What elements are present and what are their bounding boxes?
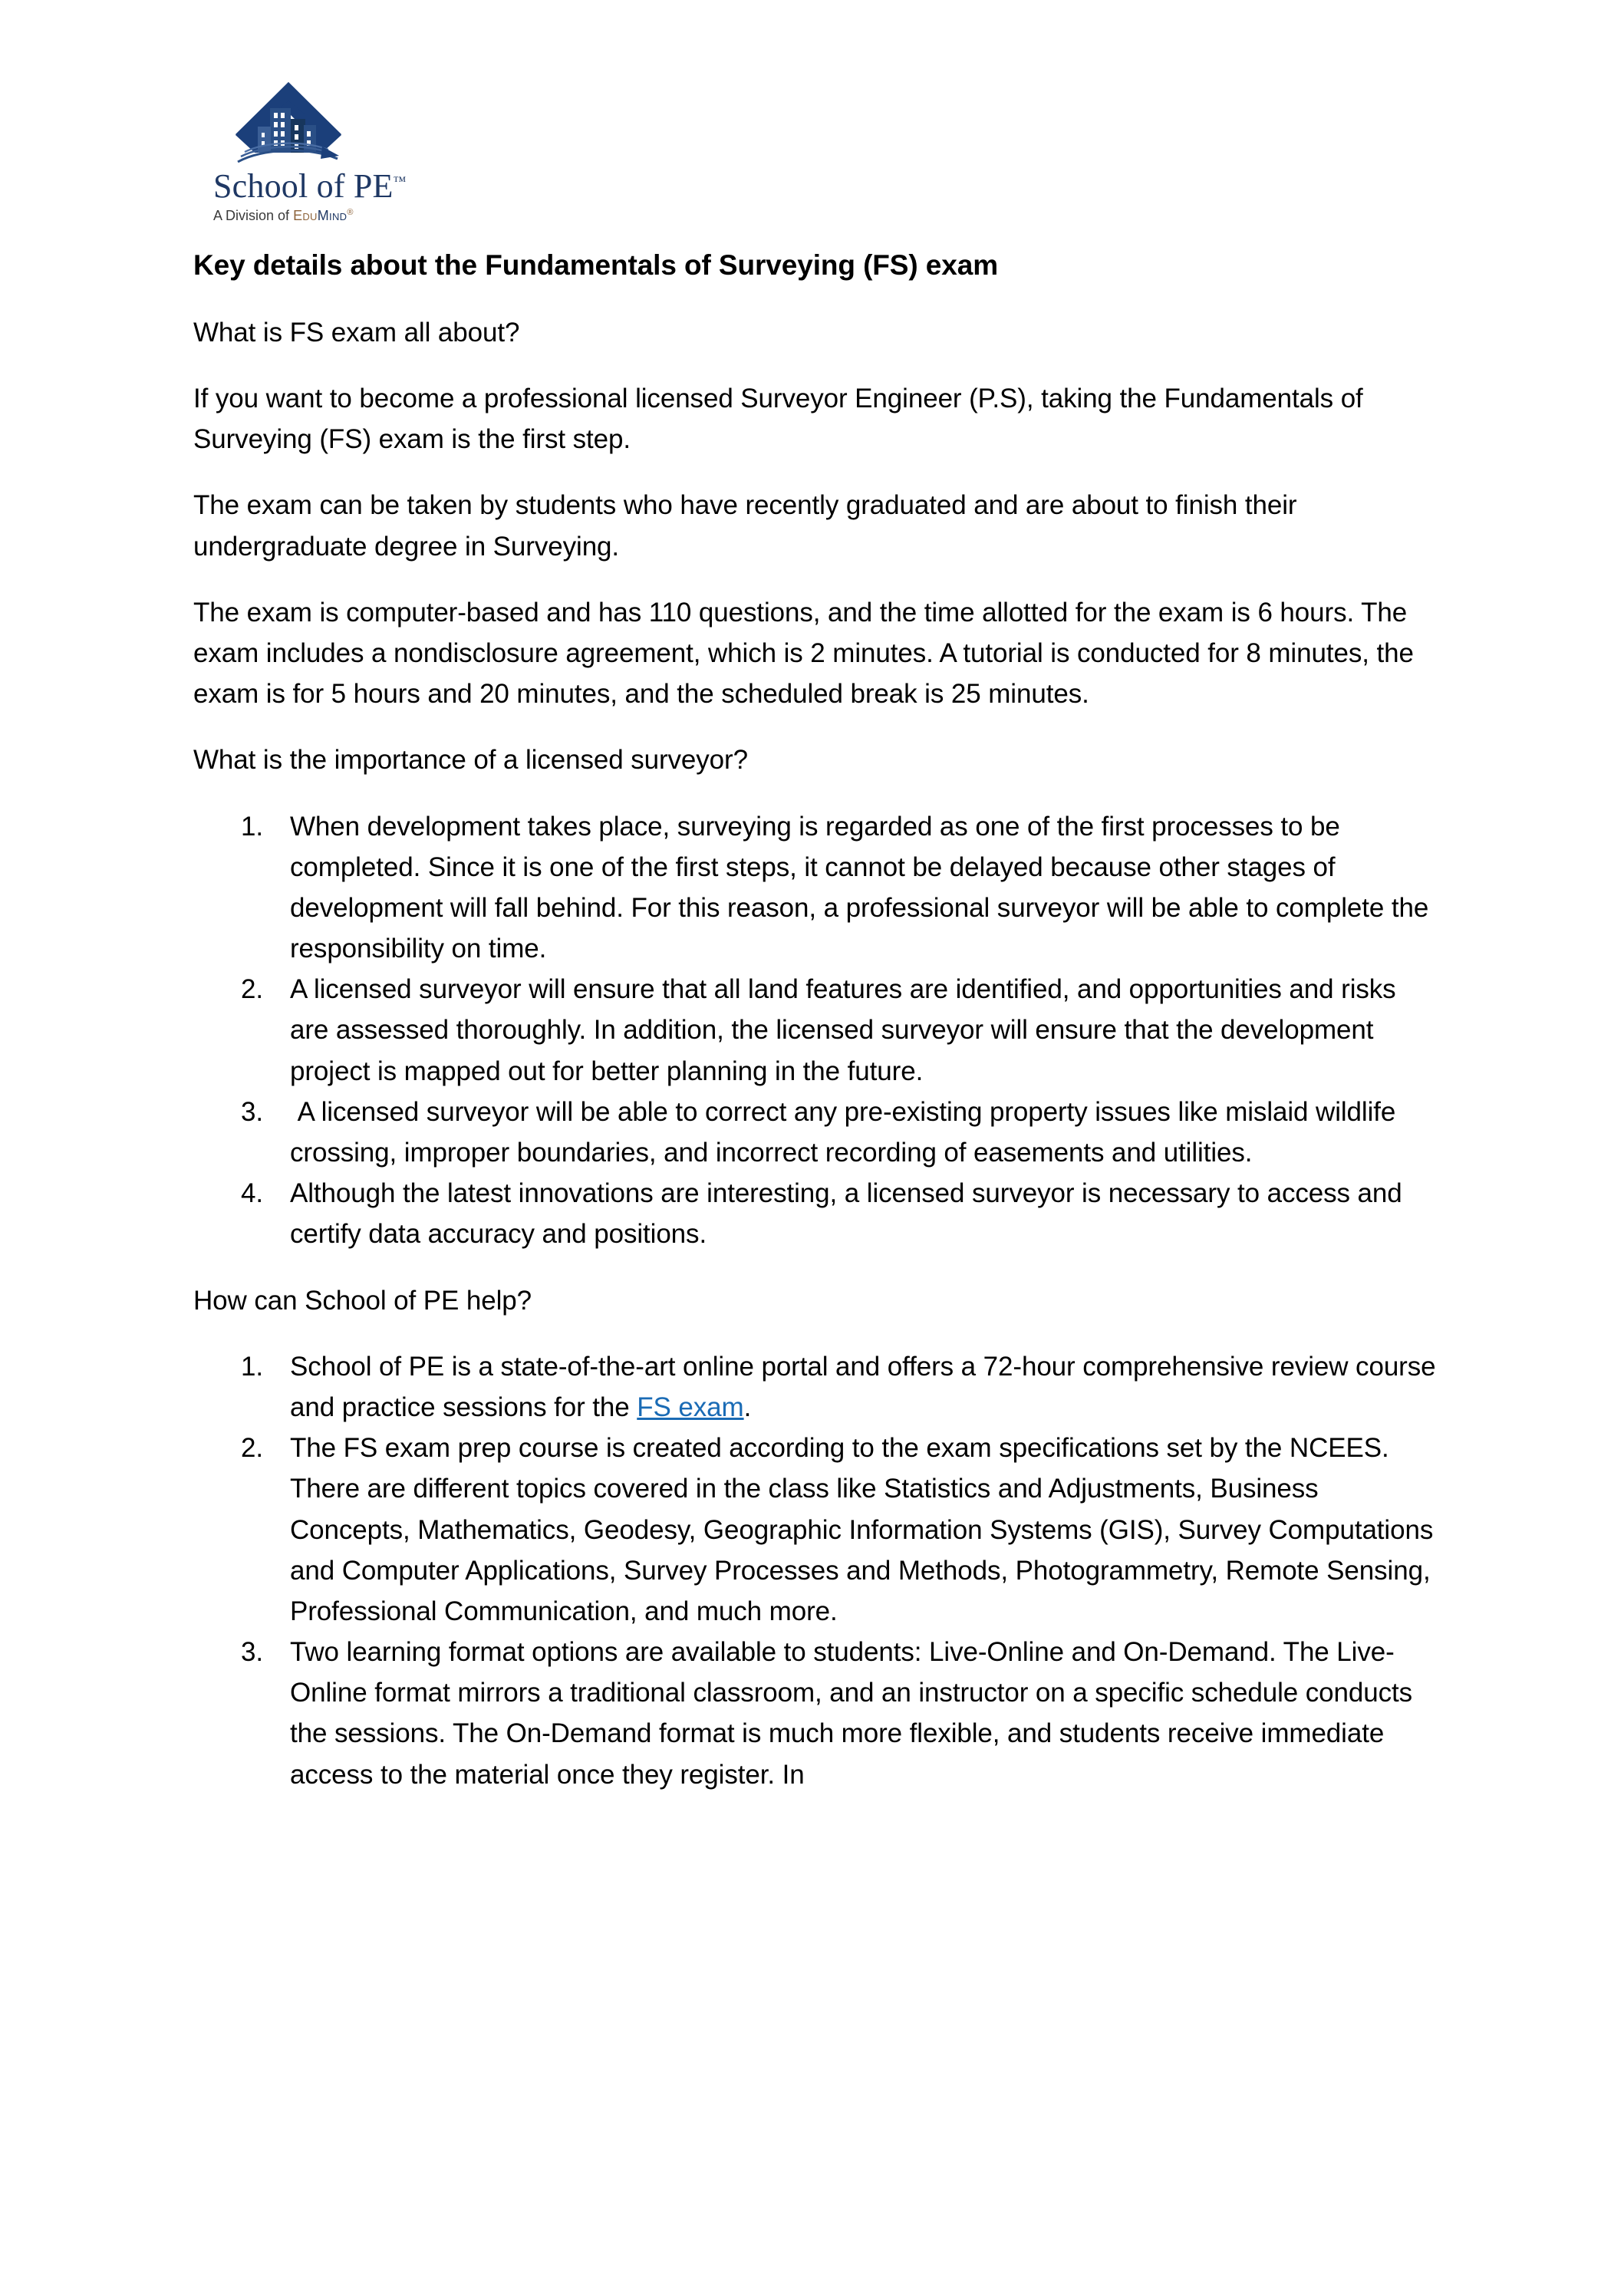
logo-tagline-prefix: A Division of	[213, 208, 290, 224]
list-item	[193, 1346, 1436, 1428]
importance-list	[193, 806, 1436, 1255]
logo-registered-symbol: ®	[347, 208, 354, 218]
document-body	[193, 247, 1436, 1820]
logo-tagline	[213, 208, 374, 224]
paragraph-what-is-fs-exam: What is FS exam all about?	[193, 317, 520, 348]
list-item-text: Two learning format options are available to students: Live-Online and On-Demand. The Live-Online format mirrors a traditional classroom, and an instructor on a specific schedule conducts the sessions. The On-Demand format is much more flexible, and students receive immediate access to the material once they register. In	[290, 1637, 1413, 1790]
list-item-text: The FS exam prep course is created according to the exam specifications set by the NCEES. There are different topics covered in the class like Statistics and Adjustments, Business Concepts, Mathematics, Geodesy, Geographic Information Systems (GIS), Survey Computations and Computer Applications, Survey Processes and Methods, Photogrammetry, Remote Sensing, Professional Communication, and much more.	[290, 1433, 1434, 1626]
list-item-text-before-link: School of PE is a state-of-the-art online portal and offers a 72-hour comprehensive review course and practice sessions for the	[290, 1351, 1436, 1422]
logo-tagline-mind: Mind	[317, 208, 348, 224]
paragraph-become-licensed: If you want to become a professional licensed Surveyor Engineer (P.S), taking the Fundamentals of Surveying (FS) exam is the first step.	[193, 384, 1363, 455]
list-item	[193, 1092, 1436, 1173]
list-item	[193, 1428, 1436, 1632]
help-list	[193, 1346, 1436, 1795]
fs-exam-link[interactable]: FS exam	[637, 1392, 744, 1422]
logo-trademark-symbol: ™	[393, 173, 407, 189]
list-item-text: Although the latest innovations are interesting, a licensed surveyor is necessary to access and certify data accuracy and positions.	[290, 1178, 1410, 1250]
list-item	[193, 806, 1436, 970]
list-item-text-after-link: .	[743, 1392, 752, 1422]
list-item	[193, 969, 1436, 1092]
logo-tagline-edu: Edu	[293, 208, 318, 224]
list-item-text: When development takes place, surveying is regarded as one of the first processes to be completed. Since it is one of the first steps, it cannot be delayed because other stages of development will fall behind. For this reason, a professional surveyor will be able to complete the responsibility on time.	[290, 811, 1436, 964]
list-item	[193, 1173, 1436, 1254]
page-title: Key details about the Fundamentals of Surveying (FS) exam	[193, 249, 999, 281]
list-item-text: A licensed surveyor will be able to correct any pre-existing property issues like mislaid wildlife crossing, improper boundaries, and incorrect recording of easements and utilities.	[290, 1096, 1403, 1168]
building-diamond-logo-icon	[230, 79, 347, 167]
list-item-text: A licensed surveyor will ensure that all land features are identified, and opportunities and risks are assessed thoroughly. In addition, the licensed surveyor will ensure that the development project is mapped out for better planning in the future.	[290, 974, 1404, 1086]
paragraph-importance-question: What is the importance of a licensed surveyor?	[193, 745, 748, 776]
logo-wordmark	[213, 167, 407, 205]
school-of-pe-logo	[213, 79, 407, 224]
logo-brand-name: School of PE	[213, 167, 394, 205]
list-item	[193, 1632, 1436, 1795]
paragraph-who-can-take: The exam can be taken by students who have recently graduated and are about to finish their undergraduate degree in Surveying.	[193, 490, 1297, 562]
paragraph-exam-format: The exam is computer-based and has 110 questions, and the time allotted for the exam is 6 hours. The exam includes a nondisclosure agreement, which is 2 minutes. A tutorial is conducted for 8 minutes, the exam is for 5 hours and 20 minutes, and the scheduled break is 25 minutes.	[193, 597, 1414, 710]
paragraph-how-can-help-question: How can School of PE help?	[193, 1285, 532, 1316]
